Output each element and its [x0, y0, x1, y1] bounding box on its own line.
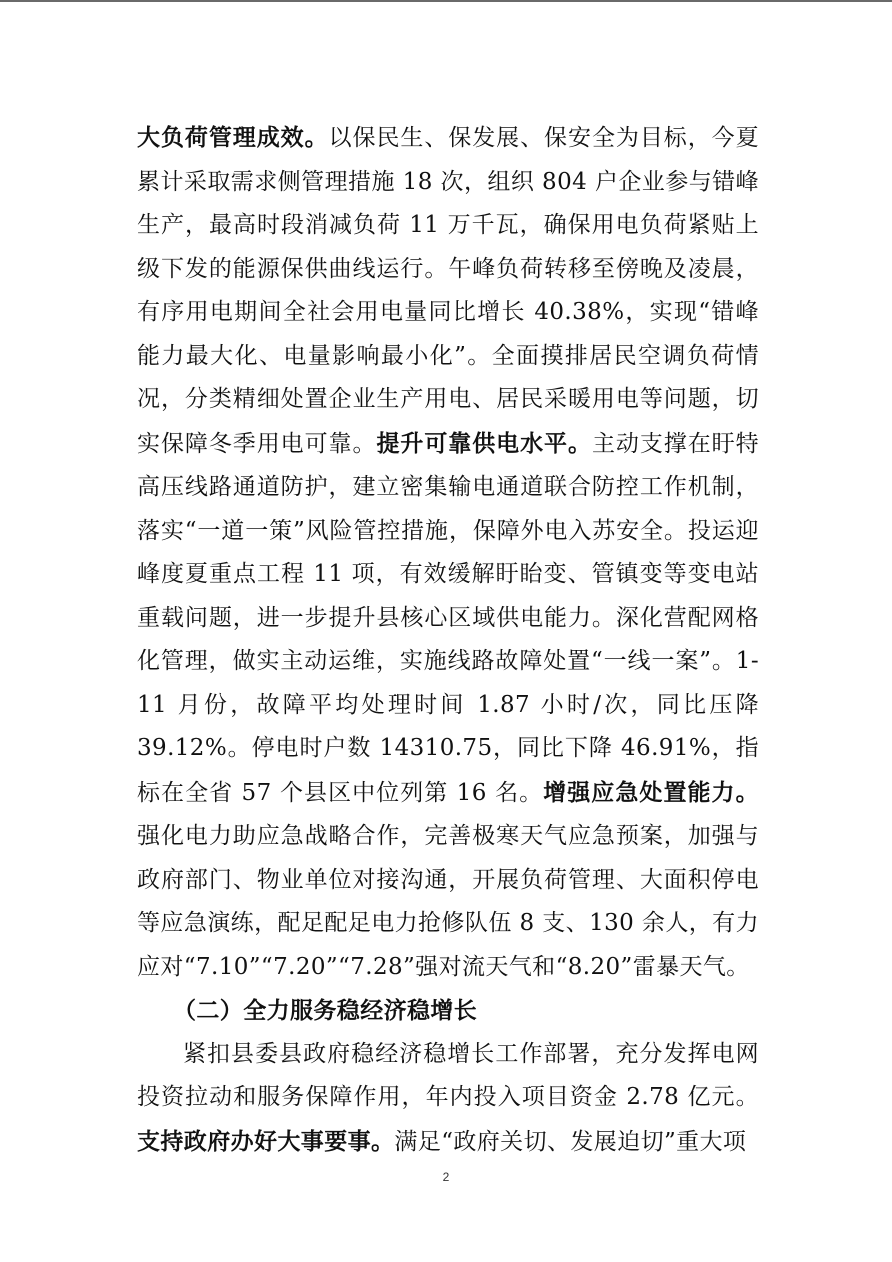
top-border-line [0, 0, 892, 2]
document-body [137, 116, 759, 1164]
paragraph-text: 紧扣县委县政府稳经济稳增长工作部署，充分发挥电网投资拉动和服务保障作用，年内投入项目资金 2.78 亿元。 [137, 1040, 759, 1110]
paragraph-text: 强化电力助应急战略合作，完善极寒天气应急预案，加强与政府部门、物业单位对接沟通，开展负荷管理、大面积停电等应急演练，配足配足电力抢修队伍 8 支、130 余人，有力应对“7.10”“7.20”“7.28”强对流天气和“8.20”雷暴天气。 [137, 823, 759, 980]
bold-phrase-load-management: 大负荷管理成效。 [137, 124, 329, 151]
paragraph-text: 以保民生、保发展、保安全为目标，今夏累计采取需求侧管理措施 18 次，组织 804 户企业参与错峰生产，最高时段消减负荷 11 万千瓦，确保用电负荷紧贴上级下发的能源保供曲线运行。午峰负荷转移至傍晚及凌晨，有序用电期间全社会用电量同比增长 40.38%，实现“错峰能力最大化、电量影响最小化”。全面摸排居民空调负荷情况，分类精细处置企业生产用电、居民采暖用电等问题，切实保障冬季用电可靠。 [137, 125, 760, 457]
section-heading: （二）全力服务稳经济稳增长 [173, 997, 478, 1024]
bold-phrase-emergency-response: 增强应急处置能力。 [543, 778, 759, 806]
bold-phrase-reliable-supply: 提升可靠供电水平。 [376, 429, 592, 457]
paragraph-load-management [137, 116, 759, 989]
page-number: 2 [442, 1170, 450, 1184]
paragraph-text: 满足“政府关切、发展迫切”重大项 [394, 1128, 747, 1155]
bold-phrase-government-support: 支持政府办好大事要事。 [137, 1127, 395, 1155]
paragraph-economic-growth [137, 1033, 759, 1165]
paragraph-text: 主动支撑在盱特高压线路通道防护，建立密集输电通道联合防控工作机制，落实“一道一策”风险管控措施，保障外电入苏安全。投运迎峰度夏重点工程 11 项，有效缓解盱眙变、管镇变等变电站重载问题，进一步提升县核心区域供电能力。深化营配网格化管理，做实主动运维，实施线路故障处置“一线一案”。1-11 月份，故障平均处理时间 1.87 小时/次，同比压降 39.12%。停电时户数 14310.75，同比下降 46.91%，指标在全省 57 个县区中位列第 16 名。 [137, 430, 759, 806]
